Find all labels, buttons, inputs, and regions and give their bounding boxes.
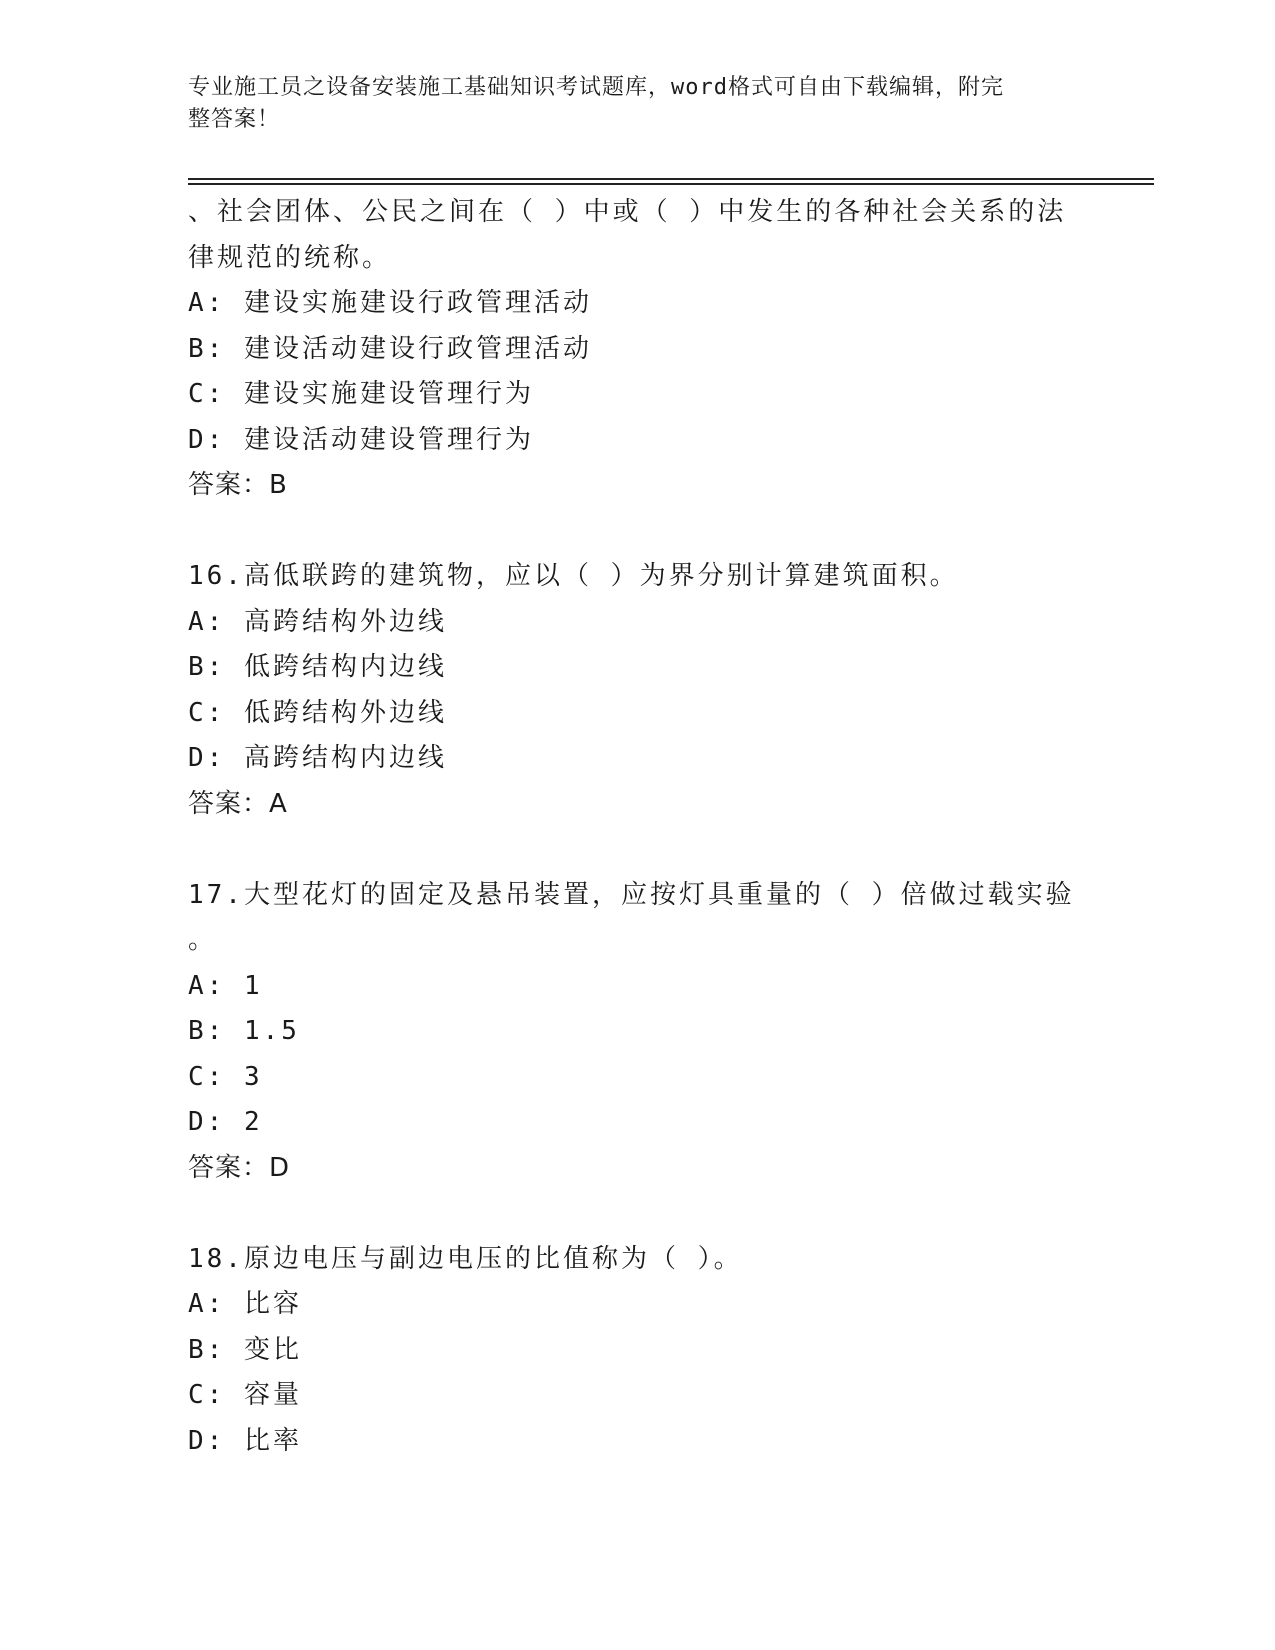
question-text: 16.高低联跨的建筑物，应以（ ）为界分别计算建筑面积。 [188,561,959,591]
option-a: A: 比容 [188,1289,302,1319]
question-15 [188,190,1068,509]
question-text: 17.大型花灯的固定及悬吊装置，应按灯具重量的（ ）倍做过载实验 [188,879,1075,910]
question-text: 、社会团体、公民之间在（ ）中或（ ）中发生的各种社会关系的法 [188,197,1067,227]
header-line-2: 整答案！ [188,107,281,132]
option-d: D: 2 [188,1107,263,1137]
question-list [188,190,1075,1464]
option-c: C: 低跨结构外边线 [188,697,447,728]
question-17 [188,873,1075,1192]
question-text-continued: 律规范的统称。 [188,242,392,273]
option-d: D: 高跨结构内边线 [188,743,447,773]
option-a: A: 1 [188,970,263,1001]
option-b: B: 低跨结构内边线 [188,652,447,682]
option-a: A: 建设实施建设行政管理活动 [188,288,592,318]
spacer [188,1191,1068,1237]
header-line-1: 专业施工员之设备安装施工基础知识考试题库，word格式可自由下载编辑，附完 [188,75,1004,100]
header-rule-bottom [188,183,1154,185]
question-text-continued: 。 [188,925,218,955]
spacer [188,827,1068,873]
option-c: C: 3 [188,1061,263,1092]
spacer [188,509,1068,555]
option-d: D: 比率 [188,1425,302,1456]
option-a: A: 高跨结构外边线 [188,606,447,637]
answer: 答案：D [188,1152,291,1183]
option-d: D: 建设活动建设管理行为 [188,424,534,455]
option-b: B: 1.5 [188,1016,300,1046]
option-c: C: 建设实施建设管理行为 [188,379,534,409]
option-b: B: 建设活动建设行政管理活动 [188,333,592,364]
option-b: B: 变比 [188,1334,302,1365]
question-text: 18.原边电压与副边电压的比值称为（ ）。 [188,1243,743,1274]
document-header [188,72,1068,136]
answer: 答案：A [188,788,288,819]
question-18 [188,1237,1068,1465]
question-16 [188,554,1068,827]
header-rule-top [188,178,1154,180]
option-c: C: 容量 [188,1380,302,1410]
answer: 答案：B [188,470,288,500]
